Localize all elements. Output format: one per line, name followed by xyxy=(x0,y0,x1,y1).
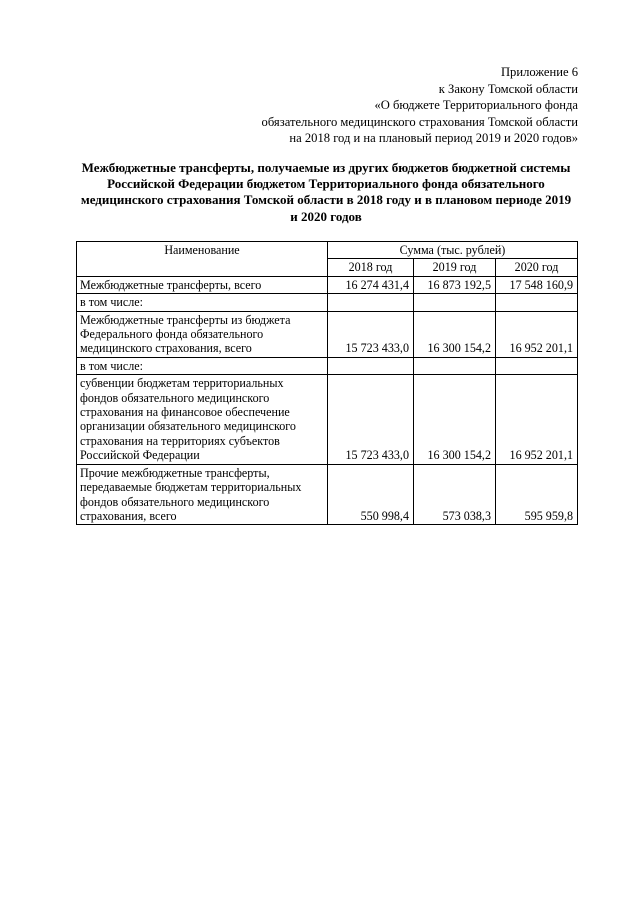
value-2019: 16 873 192,5 xyxy=(414,276,496,293)
value-2018 xyxy=(328,357,414,374)
value-2020 xyxy=(496,357,578,374)
value-2018 xyxy=(328,294,414,311)
value-2019: 16 300 154,2 xyxy=(414,375,496,464)
value-2018: 550 998,4 xyxy=(328,464,414,525)
column-header-sum: Сумма (тыс. рублей) xyxy=(328,242,578,259)
table-row xyxy=(77,464,578,525)
row-name: Межбюджетные трансферты, всего xyxy=(77,276,328,293)
table-row xyxy=(77,294,578,311)
header-line: «О бюджете Территориального фонда xyxy=(374,98,578,113)
value-2018: 16 274 431,4 xyxy=(328,276,414,293)
appendix-header xyxy=(262,64,578,147)
value-2019 xyxy=(414,357,496,374)
header-line: Приложение 6 xyxy=(500,65,578,79)
transfers-table xyxy=(76,241,578,525)
row-name: Прочие межбюджетные трансферты, передаваемые бюджетам территориальных фондов обязательного медицинского страхования, всего xyxy=(77,464,328,525)
column-header-name: Наименование xyxy=(77,242,328,277)
header-line: обязательного медицинского страхования Томской области xyxy=(261,114,578,129)
value-2019: 573 038,3 xyxy=(414,464,496,525)
column-header-year: 2020 год xyxy=(496,259,578,276)
value-2020: 16 952 201,1 xyxy=(496,375,578,464)
header-line: на 2018 год и на плановый период 2019 и 2020 годов» xyxy=(289,131,578,146)
value-2018: 15 723 433,0 xyxy=(328,375,414,464)
value-2020: 595 959,8 xyxy=(496,464,578,525)
table-row xyxy=(77,357,578,374)
value-2020: 17 548 160,9 xyxy=(496,276,578,293)
column-header-year: 2019 год xyxy=(414,259,496,276)
row-name: субвенции бюджетам территориальных фондов обязательного медицинского страхования на финансовое обеспечение организации обязательного медицинского страхования на территориях субъектов Российской Федерации xyxy=(77,375,328,464)
value-2020 xyxy=(496,294,578,311)
row-name: в том числе: xyxy=(77,357,328,374)
table-row xyxy=(77,375,578,464)
value-2020: 16 952 201,1 xyxy=(496,311,578,357)
value-2018: 15 723 433,0 xyxy=(328,311,414,357)
value-2019: 16 300 154,2 xyxy=(414,311,496,357)
value-2019 xyxy=(414,294,496,311)
row-name: в том числе: xyxy=(77,294,328,311)
document-title: Межбюджетные трансферты, получаемые из других бюджетов бюджетной системы Российской Федерации бюджетом Территориального фонда обязательного медицинского страхования Томской области в 2018 году и в плановом периоде 2019 и 2020 годов xyxy=(80,160,572,224)
table-header-row xyxy=(77,242,578,259)
table-row xyxy=(77,276,578,293)
column-header-year: 2018 год xyxy=(328,259,414,276)
row-name: Межбюджетные трансферты из бюджета Федерального фонда обязательного медицинского страхования, всего xyxy=(77,311,328,357)
table-row xyxy=(77,311,578,357)
header-line: к Закону Томской области xyxy=(438,81,578,96)
